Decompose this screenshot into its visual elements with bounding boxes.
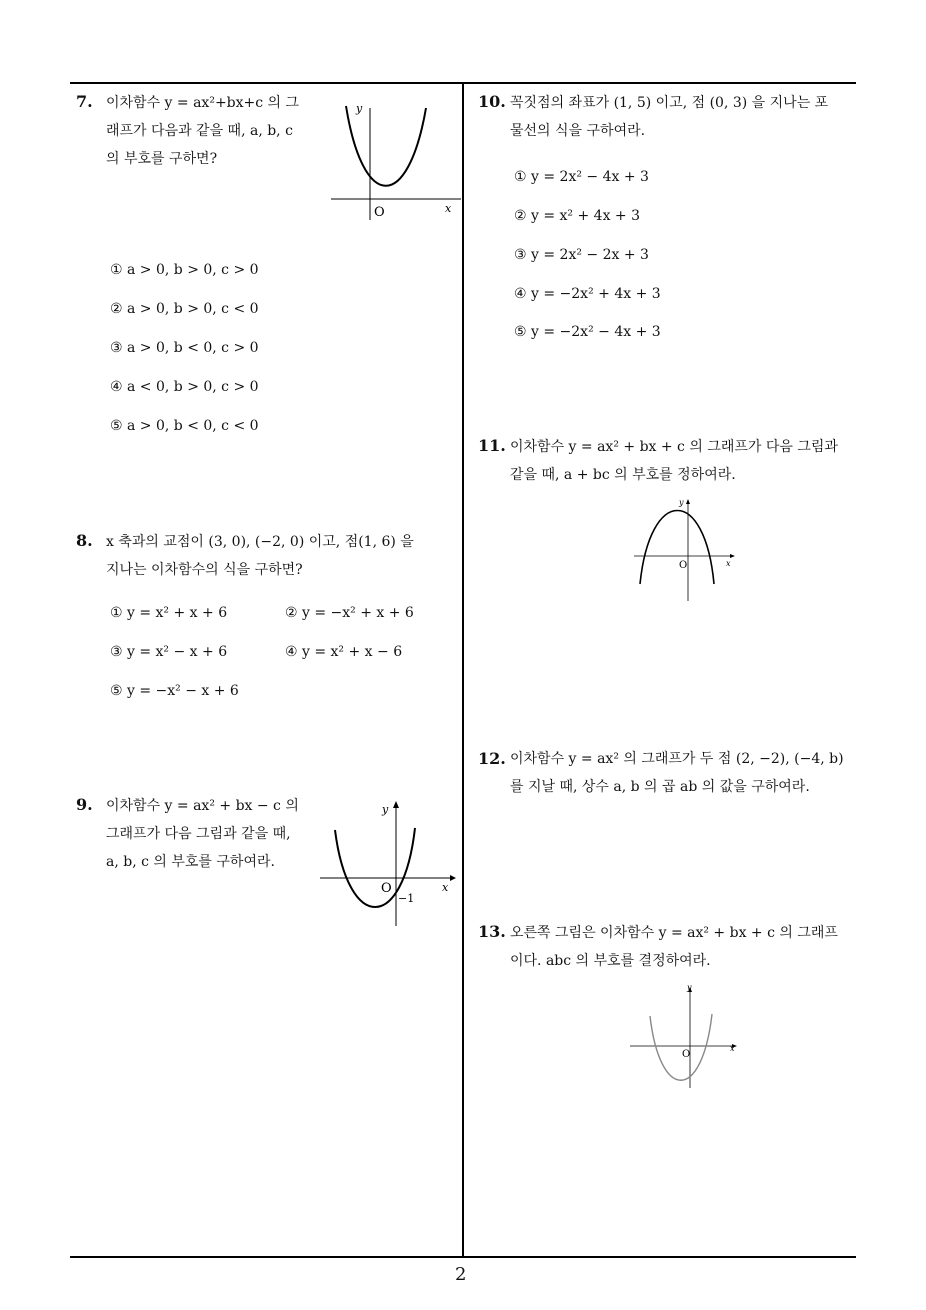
stem-line: 래프가 다음과 같을 때, a, b, c xyxy=(106,123,293,139)
stem-line: 이차함수 y = ax²+bx+c 의 그 xyxy=(106,95,300,111)
option-2[interactable]: ② y = x² + 4x + 3 xyxy=(514,208,641,224)
intercept-label: −1 xyxy=(398,892,415,905)
question-stem xyxy=(106,792,311,876)
option-1[interactable]: ① y = 2x² − 4x + 3 xyxy=(514,169,649,185)
y-axis-label: y xyxy=(687,983,692,992)
stem-line: 오른쪽 그림은 이차함수 y = ax² + bx + c 의 그래프 xyxy=(510,925,838,941)
question-number: 10. xyxy=(478,92,506,111)
page-number: 2 xyxy=(455,1264,467,1285)
option-4[interactable]: ④ y = x² + x − 6 xyxy=(285,644,403,660)
x-axis-label: x xyxy=(445,202,452,215)
question-number: 11. xyxy=(478,436,506,455)
option-2[interactable]: ② a > 0, b > 0, c < 0 xyxy=(110,301,259,317)
parabola-graph xyxy=(626,982,744,1092)
bottom-rule xyxy=(70,1256,856,1258)
option-4[interactable]: ④ a < 0, b > 0, c > 0 xyxy=(110,379,259,395)
question-stem xyxy=(510,433,860,489)
x-axis-label: x xyxy=(442,881,449,894)
question-stem xyxy=(510,89,860,145)
option-2[interactable]: ② y = −x² + x + 6 xyxy=(285,605,414,621)
origin-label: O xyxy=(374,205,385,220)
question-stem xyxy=(510,745,860,801)
question-stem xyxy=(510,919,860,975)
x-axis-label: x xyxy=(730,1044,735,1053)
question-number: 9. xyxy=(76,795,93,814)
origin-label: O xyxy=(679,560,688,571)
stem-line: 이차함수 y = ax² 의 그래프가 두 점 (2, −2), (−4, b) xyxy=(510,751,844,767)
option-5[interactable]: ⑤ y = −2x² − 4x + 3 xyxy=(514,324,661,340)
stem-line: 이다. abc 의 부호를 결정하여라. xyxy=(510,953,711,969)
stem-line: 이차함수 y = ax² + bx + c 의 그래프가 다음 그림과 xyxy=(510,439,838,455)
stem-line: 지나는 이차함수의 식을 구하면? xyxy=(106,562,303,578)
stem-line: 를 지날 때, 상수 a, b 의 곱 ab 의 값을 구하여라. xyxy=(510,779,810,795)
option-1[interactable]: ① a > 0, b > 0, c > 0 xyxy=(110,262,259,278)
parabola-graph xyxy=(318,798,458,933)
stem-line: 꼭짓점의 좌표가 (1, 5) 이고, 점 (0, 3) 을 지나는 포 xyxy=(510,95,829,111)
question-number: 8. xyxy=(76,531,93,550)
stem-line: a, b, c 의 부호를 구하여라. xyxy=(106,854,275,870)
question-number: 7. xyxy=(76,92,93,111)
x-axis-label: x xyxy=(726,559,731,568)
stem-line: 같을 때, a + bc 의 부호를 정하여라. xyxy=(510,467,736,483)
option-3[interactable]: ③ a > 0, b < 0, c > 0 xyxy=(110,340,259,356)
y-axis-label: y xyxy=(356,102,363,115)
y-axis-label: y xyxy=(382,803,389,816)
question-stem xyxy=(106,89,316,173)
option-3[interactable]: ③ y = 2x² − 2x + 3 xyxy=(514,247,649,263)
origin-label: O xyxy=(381,881,392,896)
stem-line: x 축과의 교점이 (3, 0), (−2, 0) 이고, 점(1, 6) 을 xyxy=(106,534,414,550)
option-1[interactable]: ① y = x² + x + 6 xyxy=(110,605,228,621)
parabola-graph xyxy=(630,496,740,606)
option-3[interactable]: ③ y = x² − x + 6 xyxy=(110,644,228,660)
stem-line: 이차함수 y = ax² + bx − c 의 xyxy=(106,798,299,814)
stem-line: 그래프가 다음 그림과 같을 때, xyxy=(106,826,291,842)
question-number: 13. xyxy=(478,922,506,941)
stem-line: 의 부호를 구하면? xyxy=(106,151,218,167)
center-divider xyxy=(462,83,464,1257)
option-5[interactable]: ⑤ y = −x² − x + 6 xyxy=(110,683,239,699)
y-axis-label: y xyxy=(679,498,684,507)
question-stem xyxy=(106,528,456,584)
stem-line: 물선의 식을 구하여라. xyxy=(510,123,646,139)
question-number: 12. xyxy=(478,749,506,768)
option-4[interactable]: ④ y = −2x² + 4x + 3 xyxy=(514,286,661,302)
option-5[interactable]: ⑤ a > 0, b < 0, c < 0 xyxy=(110,418,259,434)
origin-label: O xyxy=(682,1049,691,1060)
parabola-graph xyxy=(328,100,463,225)
